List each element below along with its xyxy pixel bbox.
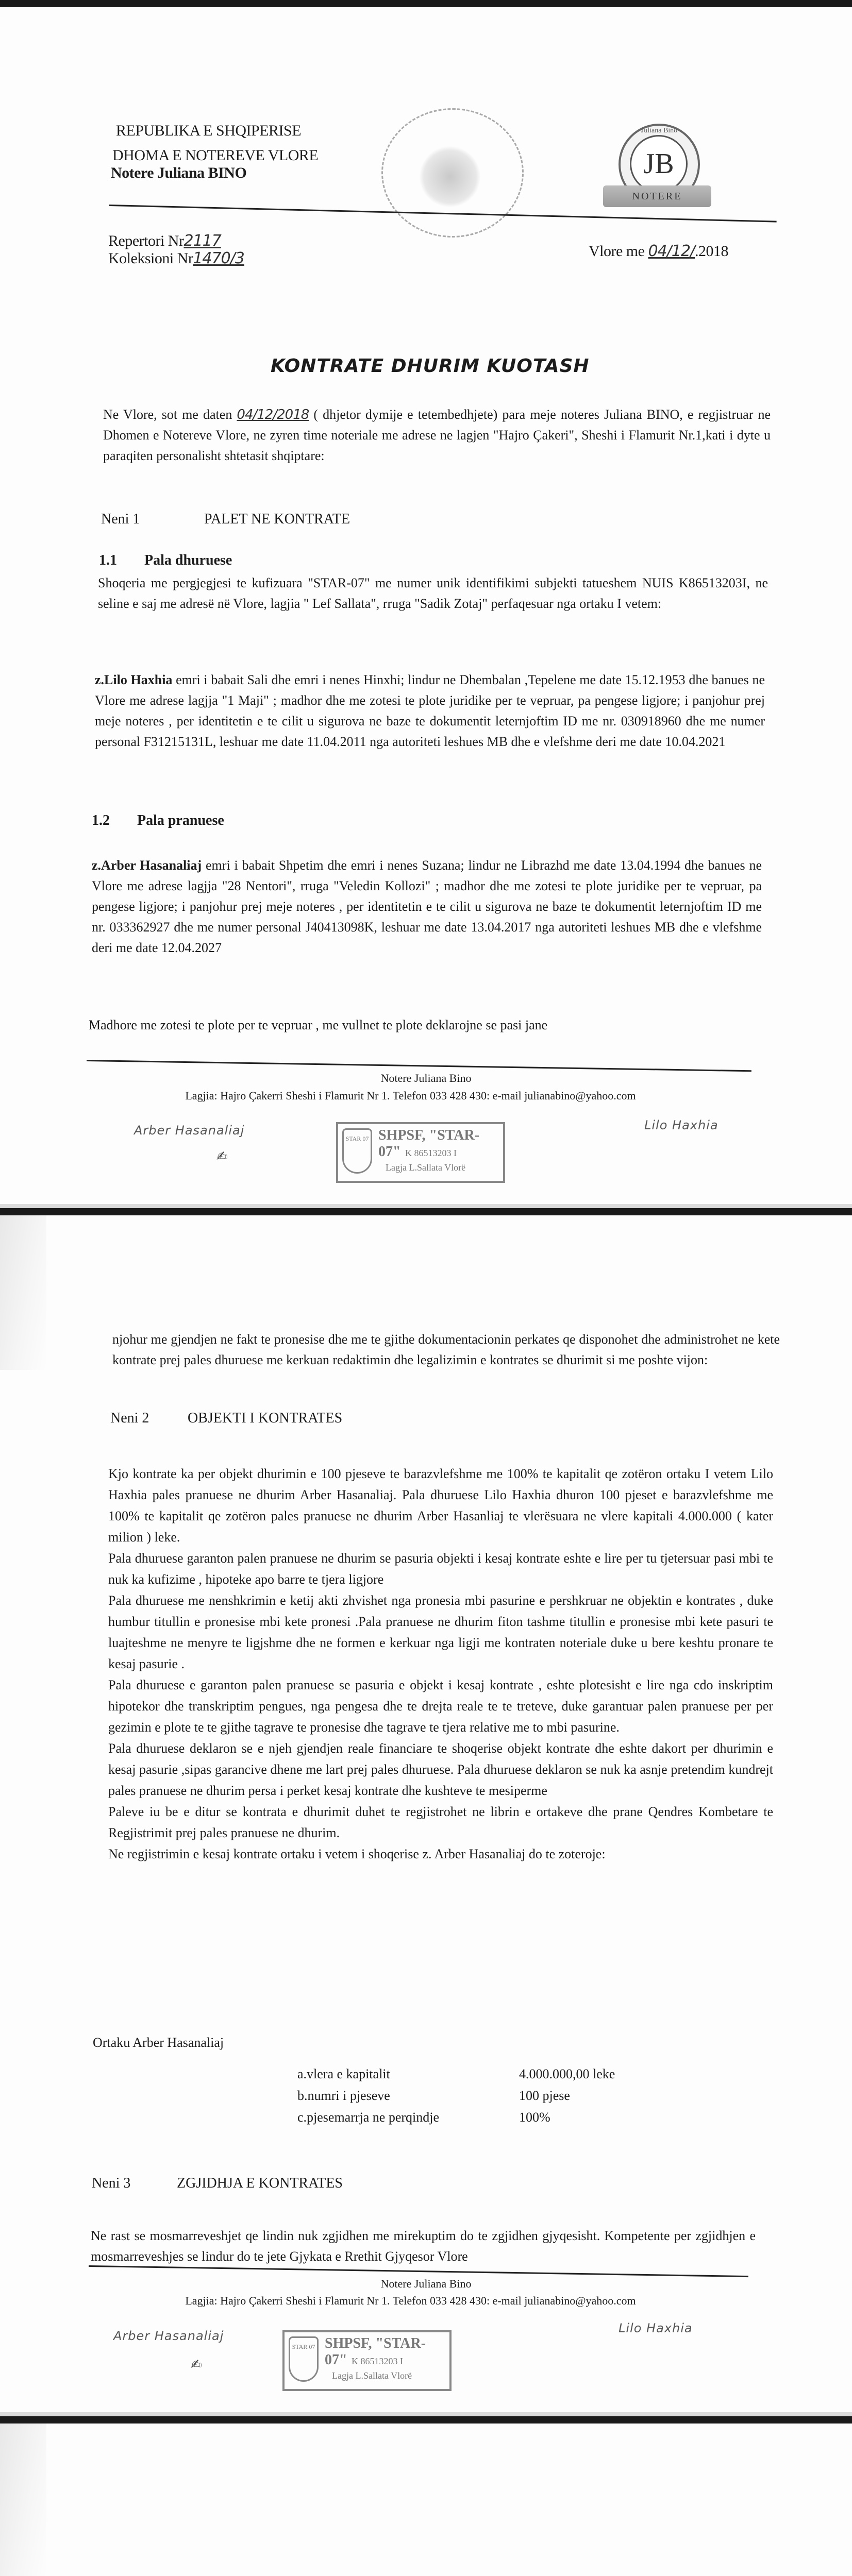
header-chamber: DHOMA E NOTEREVE VLORE xyxy=(112,147,319,164)
margin-signature-left: Arber Hasanaliaj xyxy=(113,2329,224,2343)
stamp-line-2: K 86513203 I xyxy=(405,1148,457,1158)
state-seal xyxy=(381,108,524,238)
neni2-paragraph: Pala dhuruese deklaron se e njeh gjendjen reale financiare te shoqerise objekt kontrate dhe eshte dakort per dhurimin e kesaj pasurie ,sipas garancive dhene me lart prej pales dhuruese. Pala dhuruese deklaron se nuk ka asnje pretendim kundrejt pales pranuese ne dhurim persa i perket kesaj kontrate dhe kushteve te mesiperme xyxy=(108,1741,773,1798)
holding-row xyxy=(297,2063,615,2085)
page-fold xyxy=(0,1215,46,1370)
owner-label: Ortaku Arber Hasanaliaj xyxy=(93,2035,224,2050)
repertori-label: Repertori Nr xyxy=(108,232,184,249)
s11-title: Pala dhuruese xyxy=(144,552,232,568)
stamp-line-1: SHPSF, "STAR- 07" xyxy=(325,2335,426,2368)
margin-signature-left: Arber Hasanaliaj xyxy=(134,1123,245,1138)
page-fold xyxy=(0,2424,46,2576)
repertori-line xyxy=(108,232,221,250)
holdings-table xyxy=(297,2063,615,2128)
stamp-shield-icon: STAR 07 xyxy=(342,1128,372,1174)
neni2-paragraph: Pala dhuruese e garanton palen pranuese se pasuria e objekt i kesaj kontrate , eshte plotesisht e lire nga cdo inskriptim hipotekor dhe transkriptim pengues, nga pengesa dhe te drejta reale te te treteve, duke garantuar palen pranuese per per gezimin e plote te te gjithe tagrave te pronesise dhe tagrave te tjera relative me to mbi pasurine. xyxy=(108,1677,773,1735)
company-stamp xyxy=(336,1122,505,1183)
holding-row xyxy=(297,2107,615,2128)
footer-address: Lagjia: Hajro Çakerri Sheshi i Flamurit Nr 1. Telefon 033 428 430: e-mail julianabino@yahoo.com xyxy=(185,2294,636,2307)
place-date-year: .2018 xyxy=(695,243,729,260)
holding-label: c.pjesemarrja ne perqindje xyxy=(297,2110,440,2125)
neni2-paragraph: Kjo kontrate ka per objekt dhurimin e 100 pjeseve te barazvlefshme me 100% te kapitalit qe zotëron ortaku I vetem Lilo Haxhia pales pranuese ne dhurim Arber Hasanaliaj. Pala dhuruese Lilo Haxhia dhuron 100 pjeset e barazvlefshme me 100% te kapitalit qe zotëron pales pranuese ne dhurim Arber Hasanliaj te vlerësuara ne vlere kapitali 4.000.000 ( kater milion ) leke. xyxy=(108,1466,773,1545)
stamp-line-3: Lagja L.Sallata Vlorë xyxy=(332,2370,412,2381)
holding-label: a.vlera e kapitalit xyxy=(297,2066,390,2081)
company-stamp xyxy=(282,2330,452,2391)
neni2-num: Neni 2 xyxy=(110,1410,149,1426)
page-edge xyxy=(0,2412,852,2416)
notary-logo xyxy=(603,124,706,216)
page-1 xyxy=(0,0,852,1208)
initials-mark: ✍ xyxy=(191,2357,202,2372)
intro-before-date: Ne Vlore, sot me daten xyxy=(103,407,232,422)
donor-company-paragraph: Shoqeria me pergjegjesi te kufizuara "STAR-07" me numer unik identifikimi subjekti tatueshem NUIS K86513203I, ne seline e saj me adresë në Vlore, lagjia " Lef Sallata", rruga "Sadik Zotaj" perfaqesuar nga ortaku I vetem: xyxy=(98,575,768,611)
page-3 xyxy=(0,2416,852,2576)
donor-person-details: emri i babait Sali dhe emri i nenes Hinxhi; lindur ne Dhembalan ,Tepelene me date 15.12.1953 dhe banues ne Vlore me adrese lagjja "1 Maji" ; madhor dhe me zotesi te plote juridike per te vepruar, pa pengese ligjore; i panjohur prej meje noteres , per identitetin e te cilit u sigurova ne baze te dokumentit leternjoftim ID me nr. 030918960 dhe me numer personal F31215131L, leshuar me date 11.04.2011 nga autoriteti leshues MB dhe e vlefshme deri me date 10.04.2021 xyxy=(95,672,765,749)
margin-signature-right: Lilo Haxhia xyxy=(619,2321,693,2335)
logo-monogram: JB xyxy=(630,135,688,193)
footer-notary-name: Notere Juliana Bino xyxy=(380,1072,472,1084)
koleksioni-label: Koleksioni Nr xyxy=(108,250,193,267)
neni2-paragraph: Ne regjistrimin e kesaj kontrate ortaku i vetem i shoqerise z. Arber Hasanaliaj do te zoteroje: xyxy=(108,1846,606,1861)
s11-num: 1.1 xyxy=(99,552,117,568)
footer-divider xyxy=(89,2265,748,2277)
stamp-line-1: SHPSF, "STAR- 07" xyxy=(378,1127,480,1160)
scan-edge xyxy=(0,0,852,7)
scan-edge xyxy=(0,2416,852,2424)
neni2-paragraph: Pala dhuruese garanton palen pranuese ne dhurim se pasuria objekti i kesaj kontrate eshte e lire per tu tjetersuar pasi mbi te nuk ka kufizime , hipoteke apo barre te tjera ligjore xyxy=(108,1551,773,1587)
donor-person-paragraph xyxy=(95,670,765,752)
footer-divider xyxy=(87,1060,751,1072)
logo-arc-text: Juliana Bino xyxy=(641,127,678,134)
neni1-heading xyxy=(101,510,350,529)
recipient-person-name: z.Arber Hasanaliaj xyxy=(92,858,202,873)
recipient-person-paragraph xyxy=(92,855,762,958)
intro-paragraph xyxy=(103,404,771,466)
closing-paragraph-part2: njohur me gjendjen ne fakt te pronesise dhe me te gjithe dokumentacionin perkates qe disponohet dhe administrohet ne kete kontrate prej pales dhuruese me kerkuan redaktimin dhe legalizimin e kontrates se dhurimit si me poshte vijon: xyxy=(112,1332,780,1367)
holding-value: 4.000.000,00 leke xyxy=(519,2066,615,2081)
neni3-heading xyxy=(92,2174,343,2193)
document-title: KONTRATE DHURIM KUOTASH xyxy=(271,355,590,377)
s11-heading xyxy=(99,551,232,570)
stamp-line-3: Lagja L.Sallata Vlorë xyxy=(386,1162,466,1173)
footer-address: Lagjia: Hajro Çakerri Sheshi i Flamurit Nr 1. Telefon 033 428 430: e-mail julianabino@yahoo.com xyxy=(185,1089,636,1102)
place-date-label: Vlore me xyxy=(589,243,645,260)
recipient-person-details: emri i babait Shpetim dhe emri i nenes Suzana; lindur ne Librazhd me date 13.04.1994 dhe banues ne Vlore me adrese lagjja "28 Nentori", rruga "Veledin Kollozi" ; madhor dhe me zotesi te plote juridike per te vepruar, pa pengese ligjore; i panjohur prej meje noteres , per identitetin e te cilit u sigurova ne baze te dokumentit leternjoftim ID me nr. 033362927 dhe me numer personal J40413098K, leshuar me date 13.04.2017 nga autoriteti leshues MB dhe e vlefshme deri me date 12.04.2027 xyxy=(92,858,762,955)
initials-mark: ✍ xyxy=(216,1149,228,1164)
s12-heading xyxy=(92,811,224,830)
page-edge xyxy=(0,1204,852,1208)
neni2-heading xyxy=(110,1409,342,1428)
place-date xyxy=(589,242,728,261)
neni3-title: ZGJIDHJA E KONTRATES xyxy=(177,2175,343,2191)
repertori-value: 2117 xyxy=(183,232,221,250)
closing-paragraph-part1: Madhore me zotesi te plote per te vepruar , me vullnet te plote deklarojne se pasi jane xyxy=(89,1018,548,1032)
intro-date: 04/12/2018 xyxy=(237,407,309,422)
stamp-shield-icon: STAR 07 xyxy=(289,2336,319,2382)
header-republic: REPUBLIKA E SHQIPERISE xyxy=(116,122,302,139)
logo-ribbon: NOTERE xyxy=(603,185,711,207)
neni2-title: OBJEKTI I KONTRATES xyxy=(188,1410,343,1426)
s12-num: 1.2 xyxy=(92,812,110,828)
s12-title: Pala pranuese xyxy=(137,812,224,828)
koleksioni-value: 1470/3 xyxy=(193,249,244,267)
neni3-body: Ne rast se mosmarreveshjet qe lindin nuk zgjidhen me mirekuptim do te zgjidhen gjyqesisht. Kompetente per zgjidhjen e mosmarreveshjes se lindur do te jete Gjykata e Rrethit Gjyqesor Vlore xyxy=(91,2228,756,2264)
scan-edge xyxy=(0,1208,852,1215)
neni2-paragraph: Pala dhuruese me nenshkrimin e ketij akti zhvishet nga pronesia mbi pasurine e pershkruar ne objektin e kontrates , duke humbur titullin e pronesise mbi kete pronesi .Pala pranuese ne dhurim fiton tashme titullin e pronesise mbi kete pasuri te luajteshme ne menyre te ligjshme dhe ne formen e kerkuar nga ligji me kontraten noteriale duke u bere keshtu pronare te kesaj pasurie . xyxy=(108,1593,773,1671)
holding-label: b.numri i pjeseve xyxy=(297,2088,390,2103)
holding-value: 100 pjese xyxy=(519,2088,570,2103)
neni2-paragraph: Paleve iu be e ditur se kontrata e dhurimit duhet te regjistrohet ne librin e ortakeve dhe prane Qendres Kombetare te Regjistrimit prej pales pranuese ne dhurim. xyxy=(108,1804,773,1840)
footer-notary-name: Notere Juliana Bino xyxy=(380,2277,472,2290)
stamp-line-2: K 86513203 I xyxy=(352,2356,403,2366)
margin-signature-right: Lilo Haxhia xyxy=(644,1118,719,1132)
page-2 xyxy=(0,1208,852,2416)
neni1-num: Neni 1 xyxy=(101,511,140,527)
neni1-title: PALET NE KONTRATE xyxy=(204,511,350,527)
place-date-value: 04/12/ xyxy=(648,242,695,260)
donor-person-name: z.Lilo Haxhia xyxy=(95,672,173,687)
holding-value: 100% xyxy=(519,2110,550,2125)
neni2-body xyxy=(108,1463,773,1865)
koleksioni-line xyxy=(108,249,244,268)
holding-row xyxy=(297,2085,615,2107)
neni3-num: Neni 3 xyxy=(92,2175,131,2191)
header-notary: Notere Juliana BINO xyxy=(111,164,247,181)
intro-after-date: ( dhjetor dymije e tetembedhjete) para meje noteres Juliana BINO, e regjistruar ne Dhomen e Notereve Vlore, ne zyren time noteriale me adrese ne lagjen "Hajro Çakeri", Sheshi i Flamurit Nr.1,kati i dyte u paraqiten personalisht shtetasit shqiptare: xyxy=(103,407,771,463)
